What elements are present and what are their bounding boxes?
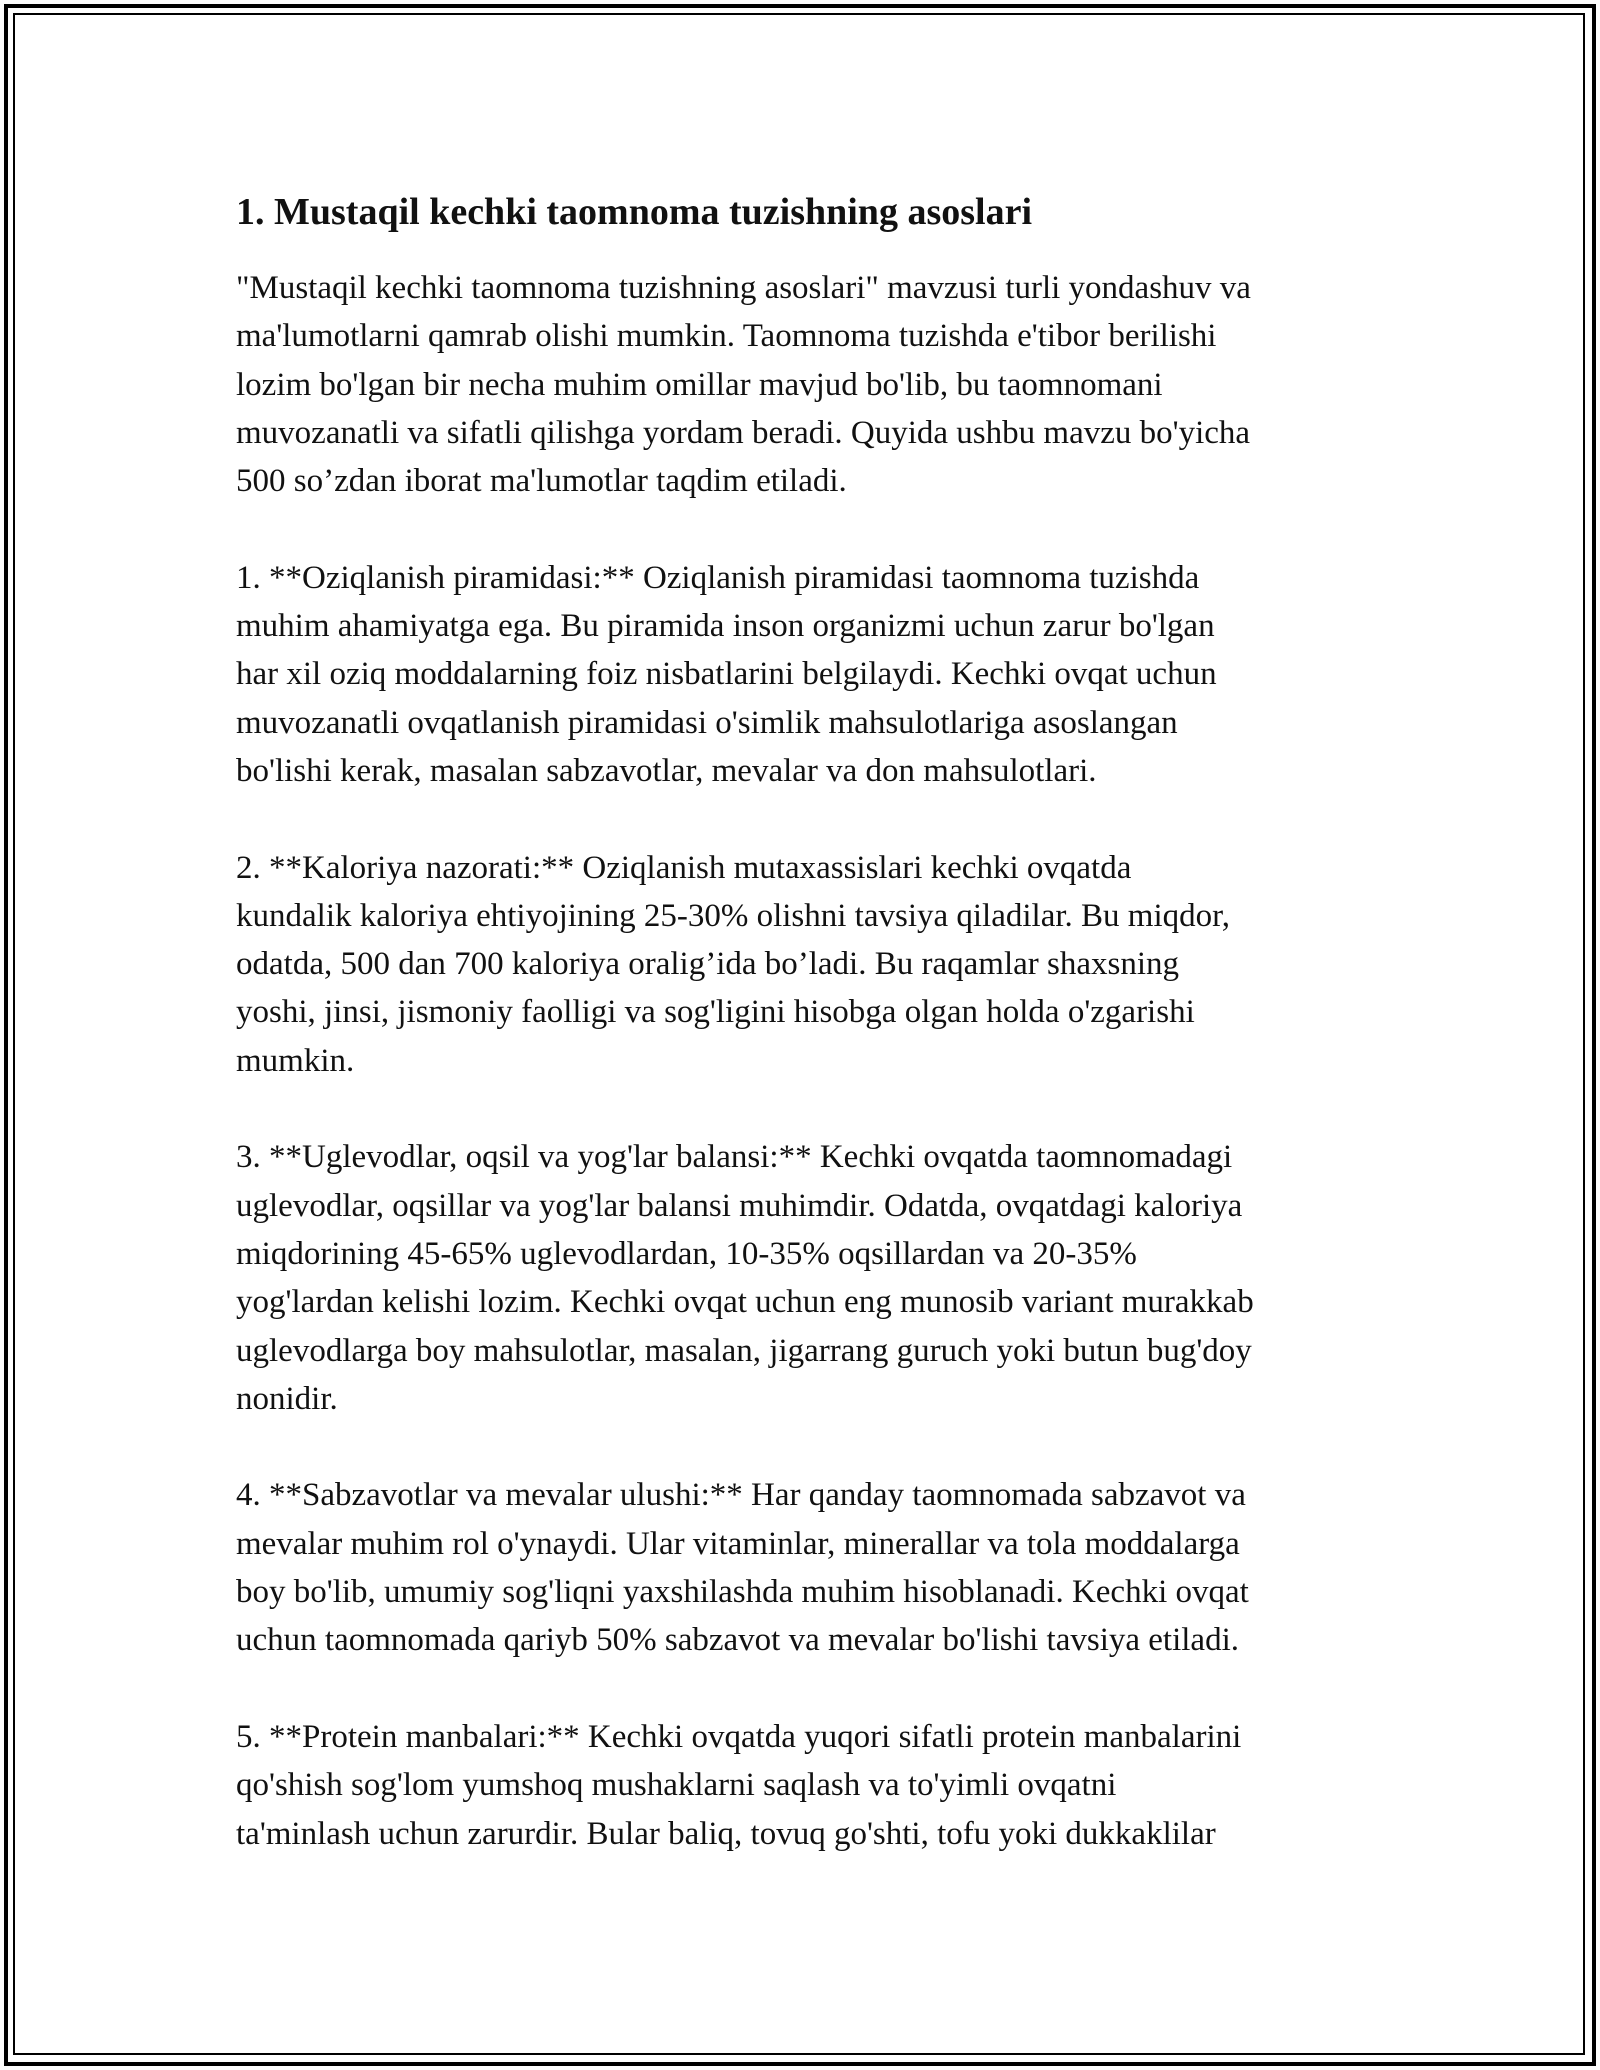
text-line: qo'shish sog'lom yumshoq mushaklarni saqlash va to'yimli ovqatni (236, 1767, 1117, 1804)
paragraph-item-5 (236, 1713, 1376, 1858)
text-line: ma'lumotlarni qamrab olishi mumkin. Taomnoma tuzishda e'tibor berilishi (236, 318, 1217, 355)
document-body (236, 188, 1376, 1906)
text-line: muvozanatli ovqatlanish piramidasi o'simlik mahsulotlariga asoslangan (236, 704, 1178, 741)
text-line: mevalar muhim rol o'ynaydi. Ular vitaminlar, minerallar va tola moddalarga (236, 1525, 1240, 1562)
text-line: 3. **Uglevodlar, oqsil va yog'lar balansi:** Kechki ovqatda taomnomadagi (236, 1139, 1233, 1176)
paragraph-item-4 (236, 1471, 1376, 1664)
text-line: muvozanatli va sifatli qilishga yordam beradi. Quyida ushbu mavzu bo'yicha (236, 414, 1251, 451)
text-line: nonidir. (236, 1380, 338, 1417)
text-line: 500 so’zdan iborat ma'lumotlar taqdim etiladi. (236, 463, 847, 500)
text-line: muhim ahamiyatga ega. Bu piramida inson organizmi uchun zarur bo'lgan (236, 608, 1215, 645)
paragraph-intro (236, 264, 1376, 505)
text-line: 4. **Sabzavotlar va mevalar ulushi:** Har qanday taomnomada sabzavot va (236, 1477, 1246, 1514)
text-line: "Mustaqil kechki taomnoma tuzishning asoslari" mavzusi turli yondashuv va (236, 270, 1251, 306)
text-line: bo'lishi kerak, masalan sabzavotlar, mevalar va don mahsulotlari. (236, 752, 1097, 789)
text-line: yog'lardan kelishi lozim. Kechki ovqat uchun eng munosib variant murakkab (236, 1284, 1254, 1321)
text-line: ta'minlash uchun zarurdir. Bular baliq, tovuq go'shti, tofu yoki dukkaklilar (236, 1815, 1216, 1852)
paragraph-item-1 (236, 554, 1376, 795)
paragraph-item-2 (236, 844, 1376, 1085)
text-line: uchun taomnomada qariyb 50% sabzavot va mevalar bo'lishi tavsiya etiladi. (236, 1622, 1239, 1659)
text-line: kundalik kaloriya ehtiyojining 25-30% olishni tavsiya qiladilar. Bu miqdor, (236, 897, 1231, 934)
text-line: uglevodlar, oqsillar va yog'lar balansi muhimdir. Odatda, ovqatdagi kaloriya (236, 1187, 1243, 1224)
text-line: odatda, 500 dan 700 kaloriya oralig’ida bo’ladi. Bu raqamlar shaxsning (236, 946, 1179, 983)
text-line: 5. **Protein manbalari:** Kechki ovqatda yuqori sifatli protein manbalarini (236, 1718, 1242, 1755)
text-line: boy bo'lib, umumiy sog'liqni yaxshilashda muhim hisoblanadi. Kechki ovqat (236, 1574, 1249, 1611)
text-line: miqdorining 45-65% uglevodlardan, 10-35% oqsillardan va 20-35% (236, 1235, 1137, 1272)
text-line: yoshi, jinsi, jismoniy faolligi va sog'ligini hisobga olgan holda o'zgarishi (236, 994, 1195, 1031)
text-line: uglevodlarga boy mahsulotlar, masalan, jigarrang guruch yoki butun bug'doy (236, 1332, 1252, 1369)
text-line: lozim bo'lgan bir necha muhim omillar mavjud bo'lib, bu taomnomani (236, 366, 1163, 403)
text-line: 2. **Kaloriya nazorati:** Oziqlanish mutaxassislari kechki ovqatda (236, 849, 1132, 886)
text-line: mumkin. (236, 1042, 355, 1079)
paragraph-item-3 (236, 1133, 1376, 1423)
page-title: 1. Mustaqil kechki taomnoma tuzishning asoslari (236, 191, 1032, 233)
text-line: har xil oziq moddalarning foiz nisbatlarini belgilaydi. Kechki ovqat uchun (236, 656, 1217, 693)
text-line: 1. **Oziqlanish piramidasi:** Oziqlanish piramidasi taomnoma tuzishda (236, 559, 1200, 596)
